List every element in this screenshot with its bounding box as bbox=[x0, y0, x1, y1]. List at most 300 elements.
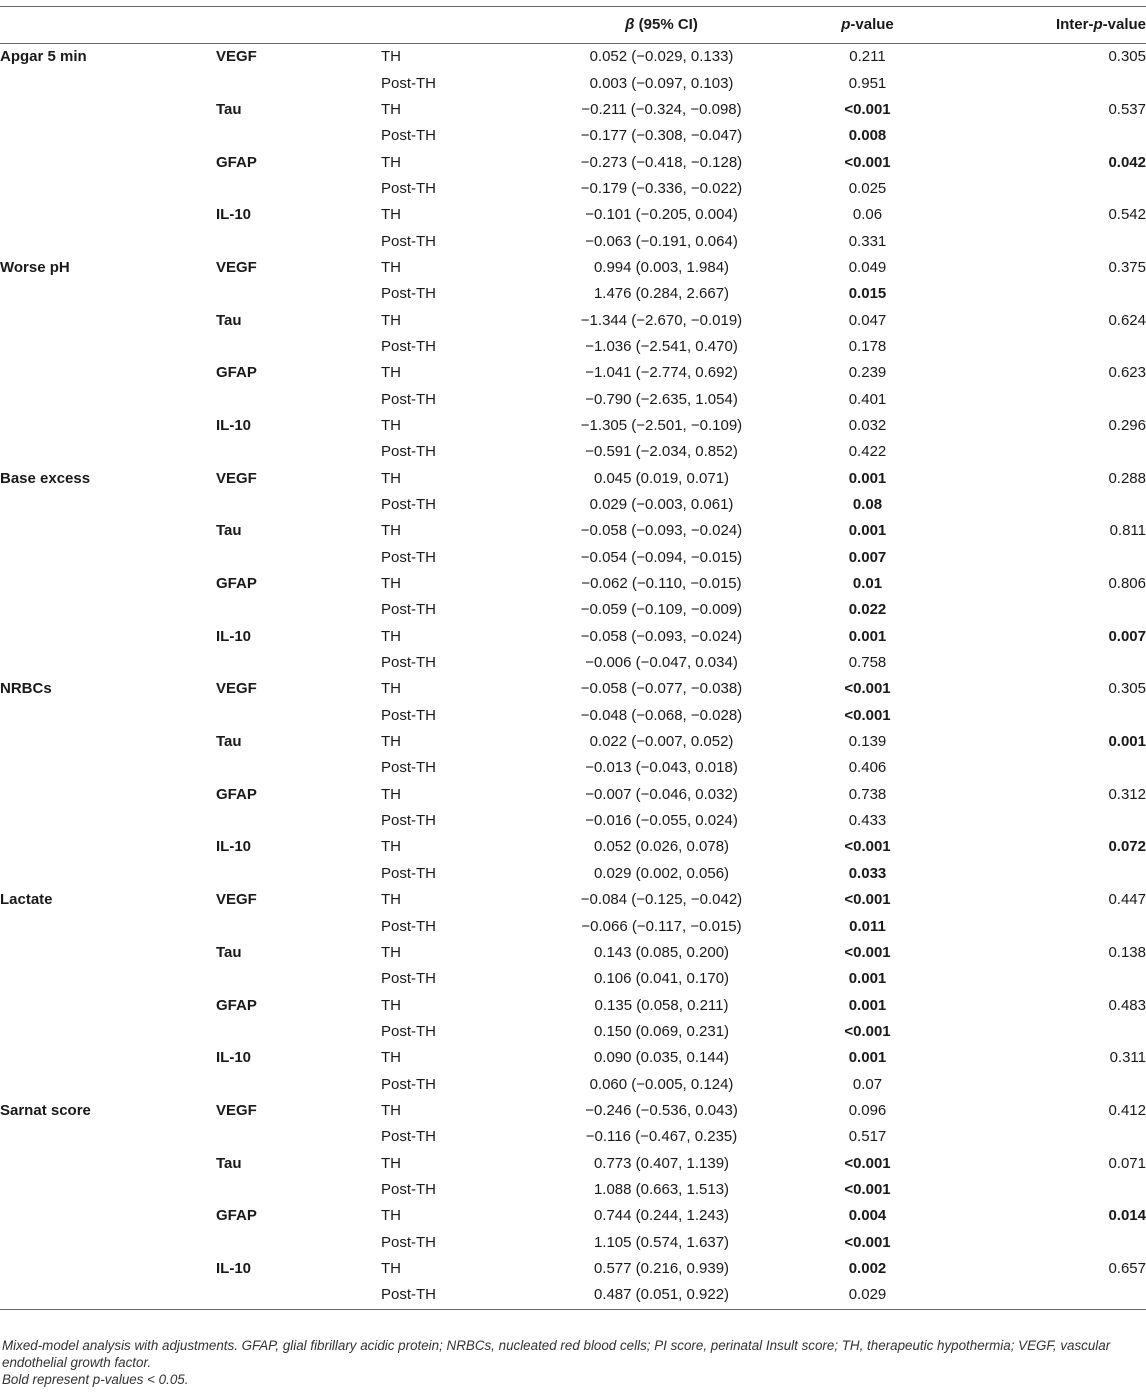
p-value-cell: <0.001 bbox=[844, 680, 891, 698]
inter-p-value-cell bbox=[935, 1071, 1146, 1097]
period-cell: TH bbox=[381, 522, 401, 540]
outcome-cell bbox=[0, 1177, 216, 1203]
biomarker-cell bbox=[216, 703, 381, 729]
table-row bbox=[0, 1203, 1146, 1229]
beta-ci-cell: 0.090 (0.035, 0.144) bbox=[593, 1049, 730, 1067]
p-value-cell: <0.001 bbox=[844, 153, 891, 171]
biomarker-cell: Tau bbox=[216, 1154, 242, 1172]
inter-p-value-cell bbox=[935, 492, 1146, 518]
beta-ci-cell: 0.773 (0.407, 1.139) bbox=[593, 1154, 730, 1172]
biomarker-cell bbox=[216, 492, 381, 518]
biomarker-cell: VEGF bbox=[216, 1101, 257, 1119]
outcome-cell bbox=[0, 861, 216, 887]
period-cell: TH bbox=[381, 680, 401, 698]
beta-ci-cell: −0.059 (−0.109, −0.009) bbox=[580, 601, 743, 619]
period-cell: TH bbox=[381, 311, 401, 329]
biomarker-cell: VEGF bbox=[216, 680, 257, 698]
inter-prefix: Inter- bbox=[1055, 16, 1094, 33]
inter-p-value-cell: 0.305 bbox=[1108, 48, 1146, 66]
p-value-cell: 0.951 bbox=[848, 74, 887, 92]
p-value-cell: 0.001 bbox=[848, 970, 887, 988]
biomarker-cell: Tau bbox=[216, 522, 242, 540]
period-cell: TH bbox=[381, 100, 401, 118]
table-row bbox=[0, 913, 1146, 939]
table-row bbox=[0, 834, 1146, 860]
p-value-cell: 0.049 bbox=[848, 258, 887, 276]
beta-ci-cell: 0.744 (0.244, 1.243) bbox=[593, 1207, 730, 1225]
p-value-cell: <0.001 bbox=[844, 1233, 891, 1251]
period-cell: TH bbox=[381, 1207, 401, 1225]
p-value-cell: 0.001 bbox=[848, 522, 887, 540]
inter-p-value-cell: 0.296 bbox=[1108, 416, 1146, 434]
inter-p-value-cell bbox=[935, 1019, 1146, 1045]
inter-p-value-cell bbox=[935, 228, 1146, 254]
biomarker-cell: GFAP bbox=[216, 575, 257, 593]
period-cell: TH bbox=[381, 575, 401, 593]
inter-p-value-cell: 0.811 bbox=[1109, 522, 1146, 540]
period-cell: Post-TH bbox=[381, 1022, 437, 1040]
biomarker-cell: GFAP bbox=[216, 364, 257, 382]
table-row bbox=[0, 755, 1146, 781]
biomarker-cell: VEGF bbox=[216, 48, 257, 66]
period-cell: TH bbox=[381, 416, 401, 434]
period-cell: TH bbox=[381, 1049, 401, 1067]
beta-ci-cell: 0.106 (0.041, 0.170) bbox=[593, 970, 730, 988]
beta-ci-cell: −0.058 (−0.093, −0.024) bbox=[580, 627, 743, 645]
biomarker-cell: GFAP bbox=[216, 785, 257, 803]
period-cell: Post-TH bbox=[381, 127, 437, 145]
p-value-cell: 0.331 bbox=[848, 232, 887, 250]
p-value-cell: 0.08 bbox=[852, 496, 883, 514]
period-cell: Post-TH bbox=[381, 232, 437, 250]
table-row bbox=[0, 360, 1146, 386]
header-p-value bbox=[800, 7, 935, 44]
p-symbol: p bbox=[841, 16, 851, 33]
beta-ci-cell: −0.016 (−0.055, 0.024) bbox=[585, 812, 738, 830]
beta-ci-cell: −0.177 (−0.308, −0.047) bbox=[580, 127, 743, 145]
outcome-cell bbox=[0, 97, 216, 123]
p-value-cell: 0.096 bbox=[848, 1101, 887, 1119]
beta-ci-cell: 0.994 (0.003, 1.984) bbox=[593, 258, 730, 276]
period-cell: TH bbox=[381, 258, 401, 276]
p-value-cell: <0.001 bbox=[844, 891, 891, 909]
outcome-cell bbox=[0, 518, 216, 544]
p-value-cell: 0.139 bbox=[848, 733, 887, 751]
header-inter-p-value bbox=[935, 7, 1146, 44]
biomarker-cell bbox=[216, 334, 381, 360]
beta-ci-cell: −0.084 (−0.125, −0.042) bbox=[580, 891, 743, 909]
inter-p-value-cell bbox=[935, 1124, 1146, 1150]
beta-ci-cell: −0.591 (−2.034, 0.852) bbox=[585, 443, 738, 461]
outcome-cell bbox=[0, 729, 216, 755]
period-cell: Post-TH bbox=[381, 390, 437, 408]
inter-p-value-cell: 0.312 bbox=[1108, 785, 1146, 803]
period-cell: TH bbox=[381, 733, 401, 751]
period-cell: TH bbox=[381, 785, 401, 803]
table-row bbox=[0, 413, 1146, 439]
p-label: -value bbox=[850, 16, 894, 33]
beta-ci-cell: −0.066 (−0.117, −0.015) bbox=[581, 917, 742, 935]
beta-ci-cell: 0.487 (0.051, 0.922) bbox=[523, 1282, 800, 1309]
outcome-cell: Apgar 5 min bbox=[0, 48, 87, 66]
header-biomarker bbox=[216, 7, 381, 44]
biomarker-cell: Tau bbox=[216, 311, 242, 329]
outcome-cell bbox=[0, 413, 216, 439]
period-cell: Post-TH bbox=[381, 1233, 437, 1251]
outcome-cell bbox=[0, 782, 216, 808]
biomarker-cell bbox=[216, 755, 381, 781]
period-cell: TH bbox=[381, 469, 401, 487]
beta-ci-cell: −0.062 (−0.110, −0.015) bbox=[581, 575, 742, 593]
p-value-cell: 0.06 bbox=[852, 206, 883, 224]
biomarker-cell: VEGF bbox=[216, 258, 257, 276]
outcome-cell bbox=[0, 1019, 216, 1045]
table-row bbox=[0, 1282, 1146, 1309]
period-cell: TH bbox=[381, 996, 401, 1014]
biomarker-cell bbox=[216, 913, 381, 939]
outcome-cell bbox=[0, 966, 216, 992]
inter-p-value-cell: 0.014 bbox=[1108, 1207, 1146, 1225]
footnote-bold-note: Bold represent p-values < 0.05. bbox=[2, 1372, 189, 1387]
beta-ci-cell: −0.006 (−0.047, 0.034) bbox=[585, 654, 738, 672]
biomarker-cell: IL-10 bbox=[216, 627, 252, 645]
header-row bbox=[0, 7, 1146, 44]
outcome-cell bbox=[0, 1124, 216, 1150]
period-cell: Post-TH bbox=[381, 285, 437, 303]
table-row bbox=[0, 1098, 1146, 1124]
beta-ci-cell: 0.577 (0.216, 0.939) bbox=[593, 1259, 730, 1277]
outcome-cell bbox=[0, 307, 216, 333]
period-cell: Post-TH bbox=[381, 706, 437, 724]
outcome-cell: Base excess bbox=[0, 469, 91, 487]
table-row bbox=[0, 334, 1146, 360]
period-cell: TH bbox=[381, 891, 401, 909]
table-row bbox=[0, 518, 1146, 544]
inter-p-value-cell bbox=[935, 650, 1146, 676]
inter-p-value-cell: 0.412 bbox=[1108, 1101, 1146, 1119]
beta-ci-cell: 1.088 (0.663, 1.513) bbox=[593, 1180, 730, 1198]
beta-ci-cell: −0.048 (−0.068, −0.028) bbox=[580, 706, 743, 724]
table-row bbox=[0, 439, 1146, 465]
inter-p-value-cell: 0.623 bbox=[1108, 364, 1146, 382]
p-value-cell: 0.002 bbox=[848, 1259, 887, 1277]
table-row bbox=[0, 571, 1146, 597]
biomarker-cell: IL-10 bbox=[216, 838, 252, 856]
beta-ci-cell: 0.029 (0.002, 0.056) bbox=[593, 864, 730, 882]
outcome-cell bbox=[0, 281, 216, 307]
outcome-cell bbox=[0, 70, 216, 96]
beta-ci-cell: −0.058 (−0.093, −0.024) bbox=[580, 522, 743, 540]
biomarker-cell bbox=[216, 966, 381, 992]
period-cell: Post-TH bbox=[381, 917, 437, 935]
period-cell: Post-TH bbox=[381, 337, 437, 355]
biomarker-cell bbox=[216, 176, 381, 202]
biomarker-cell: GFAP bbox=[216, 996, 257, 1014]
table-row bbox=[0, 861, 1146, 887]
footnote bbox=[2, 1337, 1142, 1388]
table-row bbox=[0, 386, 1146, 412]
beta-ci-cell: −0.116 (−0.467, 0.235) bbox=[585, 1128, 738, 1146]
beta-ci-cell: −1.036 (−2.541, 0.470) bbox=[585, 337, 738, 355]
inter-p-value-cell bbox=[935, 1177, 1146, 1203]
outcome-cell bbox=[0, 1071, 216, 1097]
table-row bbox=[0, 1256, 1146, 1282]
biomarker-cell: Tau bbox=[216, 100, 242, 118]
inter-p-value-cell bbox=[935, 281, 1146, 307]
outcome-cell bbox=[0, 992, 216, 1018]
outcome-cell bbox=[0, 940, 216, 966]
biomarker-cell: IL-10 bbox=[216, 416, 252, 434]
biomarker-cell bbox=[216, 597, 381, 623]
table-row bbox=[0, 992, 1146, 1018]
inter-p-value-cell bbox=[935, 966, 1146, 992]
biomarker-cell: GFAP bbox=[216, 1207, 257, 1225]
p-value-cell: 0.738 bbox=[848, 785, 887, 803]
table-row bbox=[0, 255, 1146, 281]
table-row bbox=[0, 1019, 1146, 1045]
biomarker-cell bbox=[216, 1124, 381, 1150]
beta-ci-cell: 1.476 (0.284, 2.667) bbox=[593, 285, 730, 303]
outcome-cell bbox=[0, 176, 216, 202]
biomarker-cell bbox=[216, 281, 381, 307]
outcome-cell: Sarnat score bbox=[0, 1101, 91, 1119]
period-cell: TH bbox=[381, 1154, 401, 1172]
inter-p-value-cell: 0.537 bbox=[1108, 100, 1146, 118]
beta-ci-cell: −0.054 (−0.094, −0.015) bbox=[580, 548, 743, 566]
biomarker-cell bbox=[216, 1229, 381, 1255]
p-value-cell: 0.211 bbox=[849, 48, 886, 66]
outcome-cell bbox=[0, 1150, 216, 1176]
beta-ci-cell: 0.135 (0.058, 0.211) bbox=[594, 996, 729, 1014]
table-row bbox=[0, 703, 1146, 729]
outcome-cell bbox=[0, 1203, 216, 1229]
beta-ci-cell: 0.045 (0.019, 0.071) bbox=[593, 469, 730, 487]
p-value-cell: 0.422 bbox=[848, 443, 887, 461]
period-cell: Post-TH bbox=[381, 179, 437, 197]
biomarker-cell: GFAP bbox=[216, 153, 257, 171]
inter-p-value-cell bbox=[935, 439, 1146, 465]
biomarker-cell: IL-10 bbox=[216, 1049, 252, 1067]
biomarker-cell bbox=[216, 1071, 381, 1097]
inter-p-value-cell bbox=[935, 334, 1146, 360]
biomarker-cell bbox=[216, 123, 381, 149]
biomarker-cell bbox=[216, 70, 381, 96]
table-row bbox=[0, 202, 1146, 228]
table-row bbox=[0, 492, 1146, 518]
biomarker-cell: VEGF bbox=[216, 891, 257, 909]
period-cell: TH bbox=[381, 48, 401, 66]
biomarker-cell: Tau bbox=[216, 733, 242, 751]
inter-p-value-cell bbox=[935, 703, 1146, 729]
outcome-cell bbox=[0, 1045, 216, 1071]
inter-p-value-cell: 0.447 bbox=[1108, 891, 1146, 909]
biomarker-cell: IL-10 bbox=[216, 206, 252, 224]
header-period bbox=[381, 7, 523, 44]
period-cell: Post-TH bbox=[381, 601, 437, 619]
beta-symbol: β bbox=[625, 16, 635, 33]
outcome-cell bbox=[0, 913, 216, 939]
period-cell: TH bbox=[381, 943, 401, 961]
period-cell: TH bbox=[381, 1259, 401, 1277]
period-cell: TH bbox=[381, 1101, 401, 1119]
period-cell: TH bbox=[381, 838, 401, 856]
period-cell: TH bbox=[381, 206, 401, 224]
table-row bbox=[0, 176, 1146, 202]
beta-label: (95% CI) bbox=[634, 16, 698, 33]
table-row bbox=[0, 782, 1146, 808]
beta-ci-cell: −1.344 (−2.670, −0.019) bbox=[580, 311, 743, 329]
outcome-cell bbox=[0, 202, 216, 228]
p-value-cell: 0.517 bbox=[848, 1128, 887, 1146]
p-value-cell: <0.001 bbox=[844, 1022, 891, 1040]
period-cell: Post-TH bbox=[381, 443, 437, 461]
p-value-cell: 0.025 bbox=[848, 179, 887, 197]
beta-ci-cell: 0.143 (0.085, 0.200) bbox=[593, 943, 730, 961]
period-cell: Post-TH bbox=[381, 1075, 437, 1093]
inter-p-value-cell bbox=[935, 1229, 1146, 1255]
inter-p-value-cell bbox=[935, 545, 1146, 571]
table-row bbox=[0, 1229, 1146, 1255]
p-value-cell: <0.001 bbox=[844, 706, 891, 724]
beta-ci-cell: 0.052 (0.026, 0.078) bbox=[593, 838, 730, 856]
period-cell: Post-TH bbox=[381, 1180, 437, 1198]
period-cell: Post-TH bbox=[381, 548, 437, 566]
header-outcome bbox=[0, 7, 216, 44]
outcome-cell bbox=[0, 149, 216, 175]
outcome-cell bbox=[0, 439, 216, 465]
table-row bbox=[0, 729, 1146, 755]
inter-p-value-cell bbox=[935, 808, 1146, 834]
period-cell: Post-TH bbox=[381, 654, 437, 672]
outcome-cell: NRBCs bbox=[0, 680, 52, 698]
beta-ci-cell: −0.058 (−0.077, −0.038) bbox=[580, 680, 743, 698]
inter-p-value-cell: 0.001 bbox=[1108, 733, 1146, 751]
beta-ci-cell: 0.052 (−0.029, 0.133) bbox=[589, 48, 734, 66]
p-value-cell: 0.004 bbox=[848, 1207, 887, 1225]
table-row bbox=[0, 1045, 1146, 1071]
inter-p-value-cell bbox=[935, 755, 1146, 781]
outcome-cell bbox=[0, 808, 216, 834]
beta-ci-cell: 0.029 (−0.003, 0.061) bbox=[589, 496, 734, 514]
p-value-cell: 0.011 bbox=[849, 917, 886, 935]
outcome-cell: Worse pH bbox=[0, 258, 70, 276]
table-row bbox=[0, 1071, 1146, 1097]
p-value-cell: <0.001 bbox=[844, 100, 891, 118]
p-value-cell: <0.001 bbox=[844, 943, 891, 961]
p-value-cell: <0.001 bbox=[844, 1154, 891, 1172]
table-row bbox=[0, 97, 1146, 123]
period-cell: Post-TH bbox=[381, 74, 437, 92]
table-row bbox=[0, 70, 1146, 96]
p-value-cell: 0.758 bbox=[848, 654, 887, 672]
outcome-cell bbox=[0, 834, 216, 860]
beta-ci-cell: −0.063 (−0.191, 0.064) bbox=[585, 232, 738, 250]
biomarker-cell: VEGF bbox=[216, 469, 257, 487]
period-cell: TH bbox=[381, 153, 401, 171]
inter-label: -value bbox=[1102, 16, 1146, 33]
inter-p-value-cell: 0.657 bbox=[1108, 1259, 1146, 1277]
inter-p-value-cell bbox=[935, 123, 1146, 149]
period-cell: Post-TH bbox=[381, 496, 437, 514]
beta-ci-cell: 0.060 (−0.005, 0.124) bbox=[589, 1075, 734, 1093]
p-value-cell: 0.032 bbox=[848, 416, 887, 434]
beta-ci-cell: −0.179 (−0.336, −0.022) bbox=[580, 179, 743, 197]
beta-ci-cell: 1.105 (0.574, 1.637) bbox=[593, 1233, 730, 1251]
p-value-cell: 0.007 bbox=[848, 548, 887, 566]
outcome-cell bbox=[0, 228, 216, 254]
outcome-cell bbox=[0, 360, 216, 386]
period-cell: TH bbox=[381, 364, 401, 382]
table-row bbox=[0, 676, 1146, 702]
inter-p-value-cell: 0.483 bbox=[1108, 996, 1146, 1014]
table-row bbox=[0, 228, 1146, 254]
inter-p-value-cell: 0.311 bbox=[1109, 1049, 1146, 1067]
outcome-cell bbox=[0, 597, 216, 623]
outcome-cell bbox=[0, 545, 216, 571]
biomarker-cell bbox=[216, 650, 381, 676]
table-row bbox=[0, 281, 1146, 307]
inter-p-value-cell: 0.542 bbox=[1108, 206, 1146, 224]
p-value-cell: 0.01 bbox=[852, 575, 883, 593]
outcome-cell bbox=[0, 1282, 216, 1309]
inter-p-value-cell bbox=[935, 70, 1146, 96]
table-row bbox=[0, 1150, 1146, 1176]
p-value-cell: 0.07 bbox=[852, 1075, 883, 1093]
biomarker-cell: IL-10 bbox=[216, 1259, 252, 1277]
results-table bbox=[0, 6, 1146, 1310]
beta-ci-cell: −0.007 (−0.046, 0.032) bbox=[585, 785, 738, 803]
outcome-cell: Lactate bbox=[0, 891, 53, 909]
inter-p-value-cell bbox=[935, 1282, 1146, 1309]
p-value-cell: 0.239 bbox=[848, 364, 887, 382]
outcome-cell bbox=[0, 755, 216, 781]
p-value-cell: 0.047 bbox=[848, 311, 887, 329]
table-row bbox=[0, 887, 1146, 913]
beta-ci-cell: 0.022 (−0.007, 0.052) bbox=[589, 733, 734, 751]
table-row bbox=[0, 123, 1146, 149]
inter-p-value-cell: 0.072 bbox=[1108, 838, 1146, 856]
outcome-cell bbox=[0, 1256, 216, 1282]
biomarker-cell bbox=[216, 861, 381, 887]
inter-p-value-cell bbox=[935, 913, 1146, 939]
inter-p-value-cell bbox=[935, 597, 1146, 623]
beta-ci-cell: 0.150 (0.069, 0.231) bbox=[593, 1022, 730, 1040]
beta-ci-cell: −0.790 (−2.635, 1.054) bbox=[585, 390, 738, 408]
beta-ci-cell: −0.101 (−0.205, 0.004) bbox=[585, 206, 738, 224]
p-value-cell: <0.001 bbox=[844, 838, 891, 856]
p-value-cell: 0.029 bbox=[800, 1282, 935, 1309]
table-row bbox=[0, 597, 1146, 623]
table-row bbox=[0, 44, 1146, 71]
table-row bbox=[0, 307, 1146, 333]
table-body bbox=[0, 44, 1146, 1310]
outcome-cell bbox=[0, 1229, 216, 1255]
table-row bbox=[0, 966, 1146, 992]
inter-p-symbol: p bbox=[1093, 16, 1103, 33]
inter-p-value-cell: 0.305 bbox=[1108, 680, 1146, 698]
biomarker-cell bbox=[216, 808, 381, 834]
p-value-cell: 0.001 bbox=[848, 996, 887, 1014]
beta-ci-cell: −0.246 (−0.536, 0.043) bbox=[585, 1101, 738, 1119]
outcome-cell bbox=[0, 703, 216, 729]
beta-ci-cell: −0.211 (−0.324, −0.098) bbox=[581, 100, 742, 118]
table-row bbox=[0, 149, 1146, 175]
beta-ci-cell: −0.013 (−0.043, 0.018) bbox=[585, 759, 738, 777]
biomarker-cell bbox=[216, 1282, 381, 1309]
period-cell: Post-TH bbox=[381, 970, 437, 988]
outcome-cell bbox=[0, 624, 216, 650]
biomarker-cell bbox=[216, 1019, 381, 1045]
